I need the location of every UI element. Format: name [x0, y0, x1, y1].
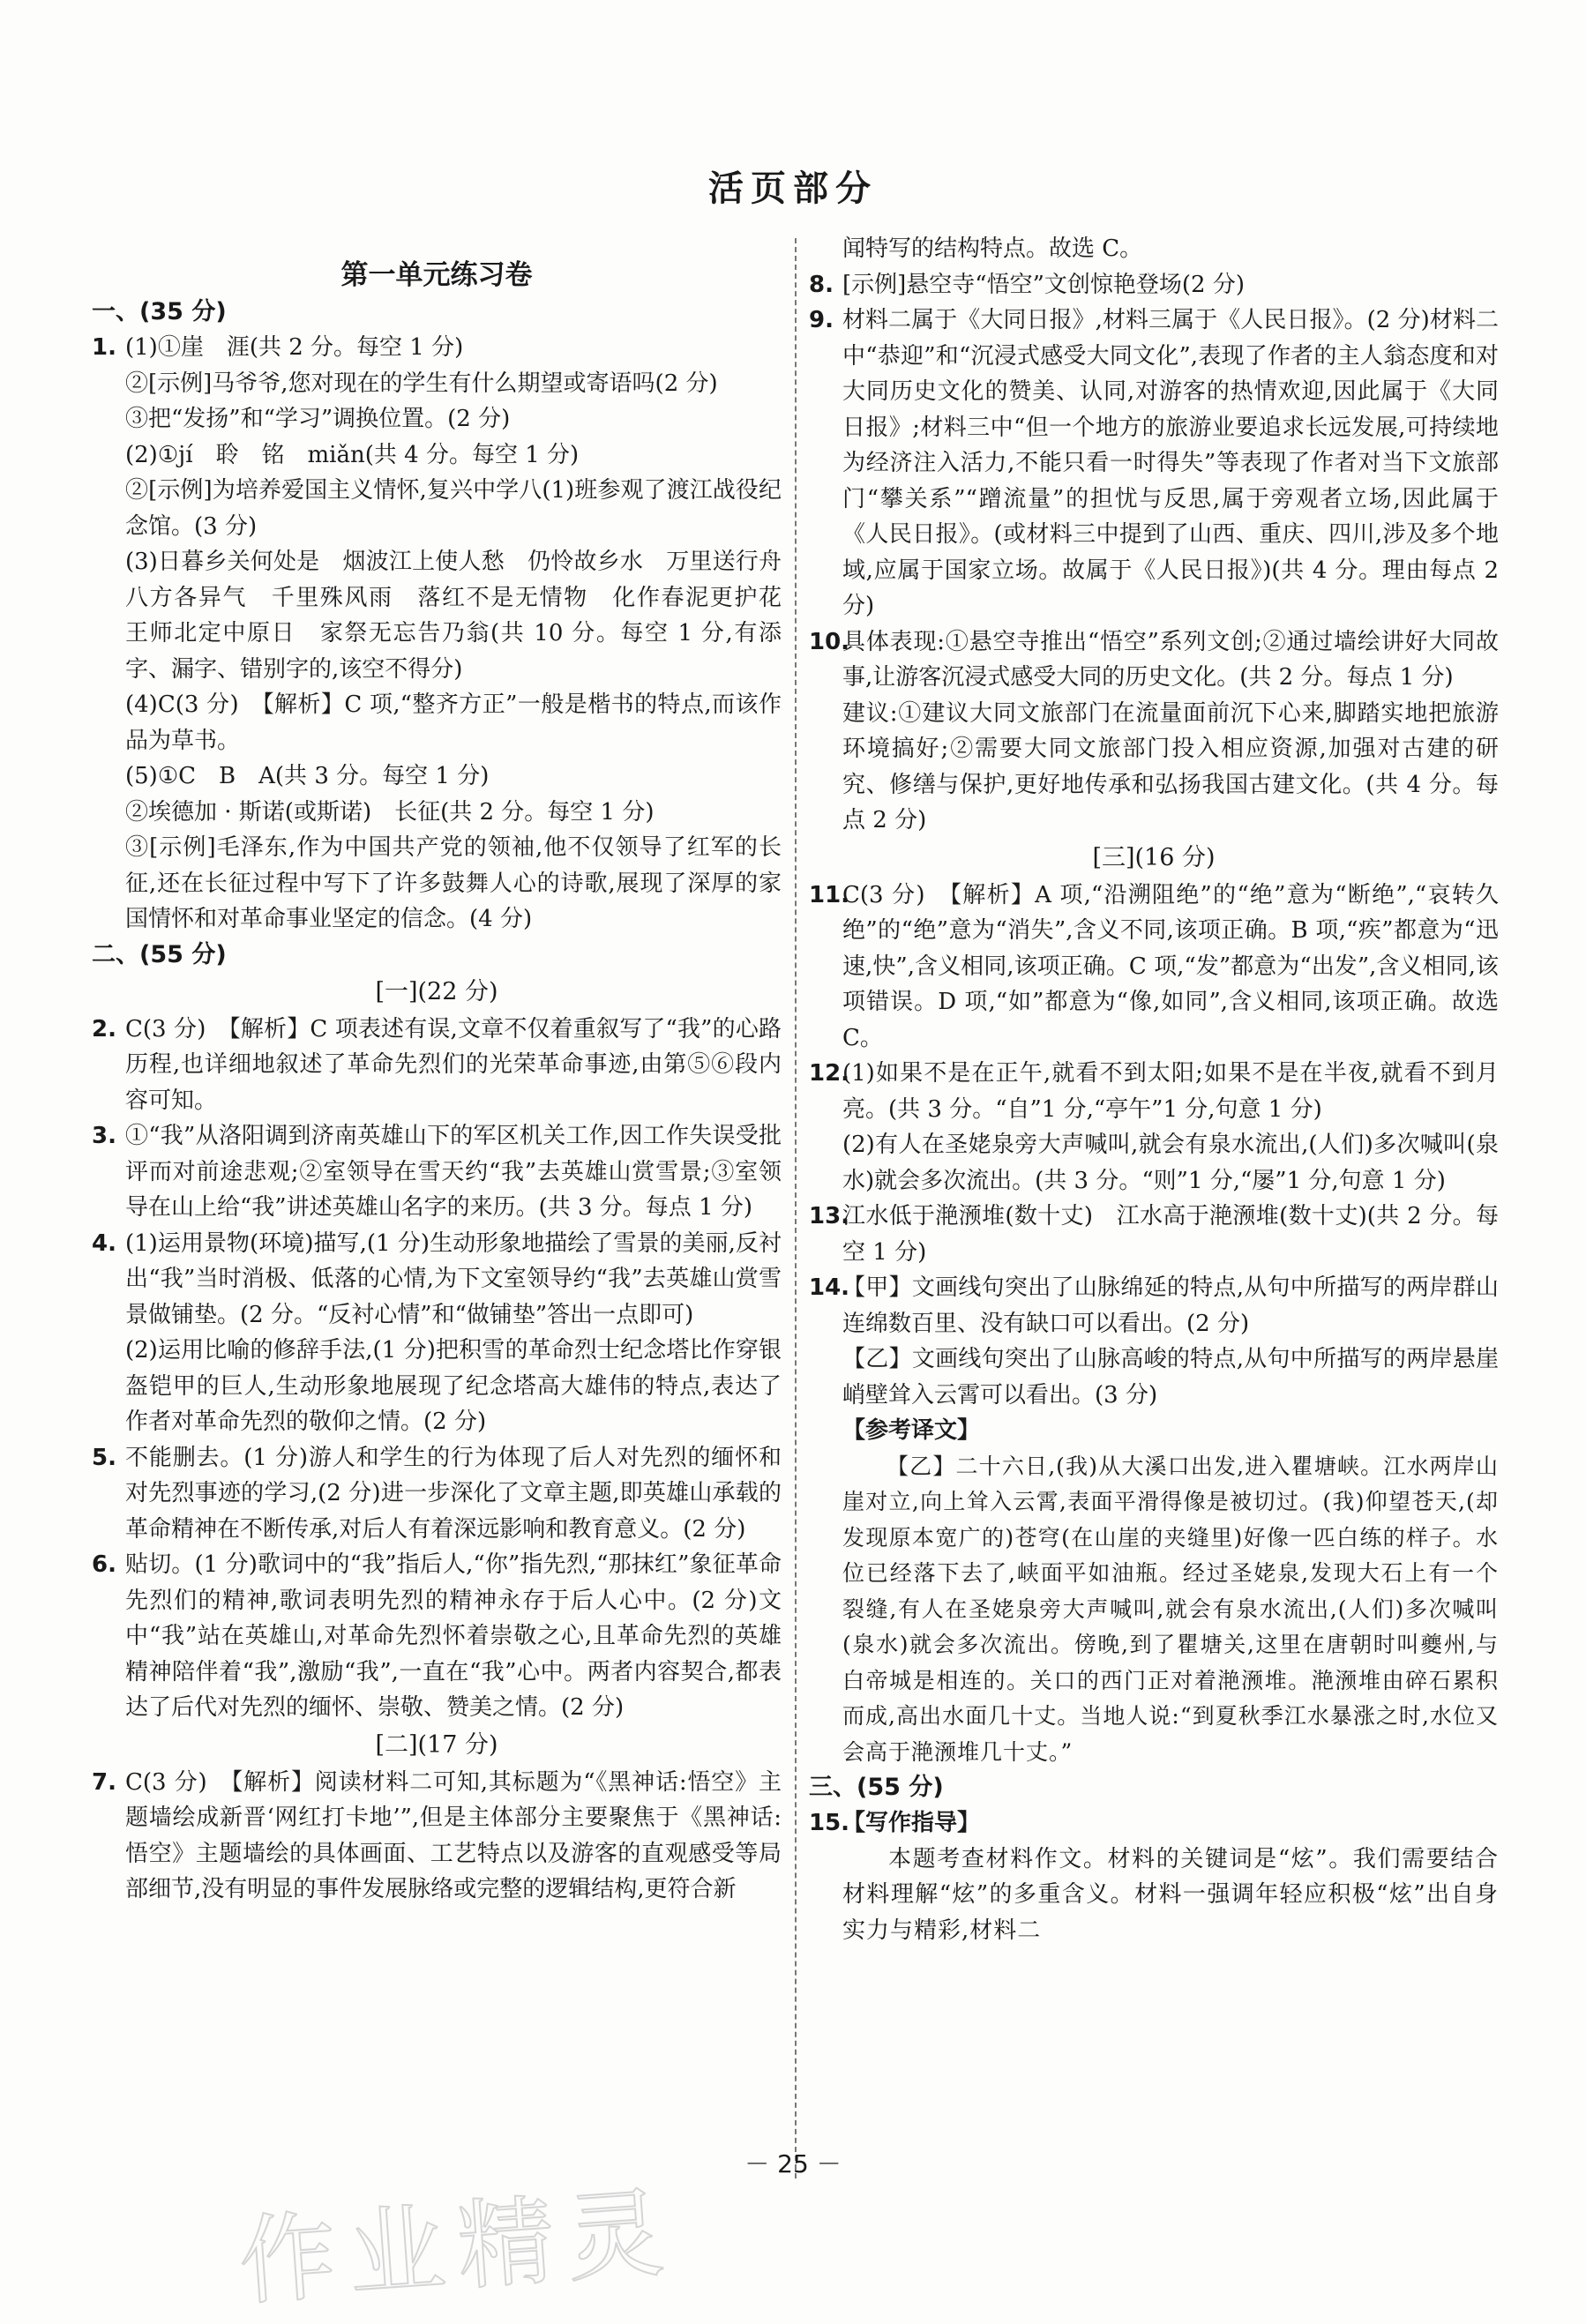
left-column — [92, 231, 805, 1908]
question-10 — [809, 624, 1499, 839]
subsection-3-title: [三](16 分) — [1092, 843, 1216, 871]
q6-text: 贴切。(1 分)歌词中的“我”指后人,“你”指先烈,“那抹红”象征革命先烈们的精神,歌词表明先烈的精神永存于后人心中。(2 分)文中“我”站在英雄山,对革命先烈怀着崇敬之心,且革命先烈的英雄精神陪伴着“我”,激励“我”,一直在“我”心中。两者内容契合,都表达了后代对先烈的缅怀、崇敬、赞美之情。(2 分) — [125, 1551, 782, 1721]
q8-text: [示例]悬空寺“悟空”文创惊艳登场(2 分) — [842, 271, 1245, 298]
q12-part-1: (1)如果不是在正午,就看不到太阳;如果不是在半夜,就看不到月亮。(共 3 分。“自”1 分,“亭午”1 分,句意 1 分) — [842, 1060, 1499, 1123]
question-number: 14. — [809, 1274, 850, 1301]
right-column — [809, 231, 1499, 1948]
q1-line-4: (2)①jí 聆 铭 miǎn(共 4 分。每空 1 分) — [125, 441, 580, 468]
q7-continuation: 闻特写的结构特点。故选 C。 — [842, 235, 1143, 262]
question-8 — [809, 267, 1499, 303]
q1-line-3: ③把“发扬”和“学习”调换位置。(2 分) — [125, 406, 511, 432]
question-1 — [92, 330, 805, 938]
q2-text: C(3 分) 【解析】C 项表述有误,文章不仅着重叙写了“我”的心路历程,也详细地叙述了革命先烈们的光荣革命事迹,由第⑤⑥段内容可知。 — [125, 1015, 782, 1114]
q11-text: C(3 分) 【解析】A 项,“沿溯阻绝”的“绝”意为“断绝”,“哀转久绝”的“绝”意为“消失”,含义不同,该项正确。B 项,“疾”都意为“迅速,快”,含义相同,该项正确。C 项,“发”都意为“出发”,含义相同,该项错误。D 项,“如”都意为“像,如同”,含义相同,该项正确。故选 C。 — [842, 881, 1499, 1051]
q1-line-10: ③[示例]毛泽东,作为中国共产党的领袖,他不仅领导了红军的长征,还在长征过程中写下了许多鼓舞人心的诗歌,展现了深厚的家国情怀和对革命事业坚定的信念。(4 分) — [125, 834, 782, 932]
question-number: 9. — [809, 307, 834, 333]
question-2 — [92, 1012, 782, 1119]
question-9 — [809, 303, 1499, 624]
question-number: 12. — [809, 1060, 850, 1087]
question-3 — [92, 1118, 782, 1226]
subsection-1-title: [一](22 分) — [375, 977, 498, 1005]
q1-line-2: ②[示例]马爷爷,您对现在的学生有什么期望或寄语吗(2 分) — [125, 370, 718, 397]
question-number: 6. — [92, 1551, 116, 1578]
page-number: － 25 － — [744, 2149, 842, 2178]
question-4 — [92, 1226, 782, 1440]
question-6 — [92, 1547, 782, 1726]
column-divider — [795, 238, 797, 2178]
q14-part-1: 【甲】文画线句突出了山脉绵延的特点,从句中所描写的两岸群山连绵数百里、没有缺口可以看出。(2 分) — [842, 1274, 1499, 1337]
question-number: 13. — [809, 1203, 850, 1229]
question-number: 2. — [92, 1015, 116, 1042]
question-number: 10. — [809, 628, 850, 655]
q10-part-2: 建议:①建议大同文旅部门在流量面前沉下心来,脚踏实地把旅游环境搞好;②需要大同文旅部门投入相应资源,加强对古建的研究、修缮与保护,更好地传承和弘扬我国古建文化。(共 4 分。每点 2 分) — [842, 699, 1499, 833]
page-title: 活页部分 — [708, 168, 878, 209]
question-number: 11. — [809, 881, 850, 908]
q10-part-1: 具体表现:①悬空寺推出“悟空”系列文创;②通过墙绘讲好大同故事,让游客沉浸式感受大同的历史文化。(共 2 分。每点 1 分) — [842, 628, 1499, 691]
q3-text: ①“我”从洛阳调到济南英雄山下的军区机关工作,因工作失误受批评而对前途悲观;②室领导在雪天约“我”去英雄山赏雪景;③室领导在山上给“我”讲述英雄山名字的来历。(共 3 分。每点 1 分) — [125, 1123, 782, 1221]
q13-text: 江水低于滟滪堆(数十丈) 江水高于滟滪堆(数十丈)(共 2 分。每空 1 分) — [842, 1203, 1499, 1266]
question-13 — [809, 1199, 1499, 1270]
q1-line-6: (3)日暮乡关何处是 烟波江上使人愁 仍怜故乡水 万里送行舟 八方各异气 千里殊风雨 落红不是无情物 化作春泥更护花 王师北定中原日 家祭无忘告乃翁(共 10 分。每空 1 分,有添字、漏字、错别字的,该空不得分) — [125, 549, 805, 683]
section-1-title: 一、(35 分) — [92, 298, 227, 325]
question-11 — [809, 878, 1499, 1057]
q1-line-5: ②[示例]为培养爱国主义情怀,复兴中学八(1)班参观了渡江战役纪念馆。(3 分) — [125, 477, 782, 540]
question-5 — [92, 1440, 782, 1548]
writing-guide-title: 【写作指导】 — [842, 1810, 981, 1836]
q14-part-2: 【乙】文画线句突出了山脉高峻的特点,从句中所描写的两岸悬崖峭壁耸入云霄可以看出。(3 分) — [842, 1346, 1499, 1409]
writing-guide-text: 本题考查材料作文。材料的关键词是“炫”。我们需要结合材料理解“炫”的多重含义。材料一强调年轻应积极“炫”出自身实力与精彩,材料二 — [842, 1845, 1499, 1944]
question-number: 5. — [92, 1444, 116, 1471]
section-3-title: 三、(55 分) — [809, 1774, 944, 1801]
q5-text: 不能删去。(1 分)游人和学生的行为体现了后人对先烈的缅怀和对先烈事迹的学习,(2 分)进一步深化了文章主题,即英雄山承载的革命精神在不断传承,对后人有着深远影响和教育意义。(2 分) — [125, 1444, 782, 1543]
q4-part-2: (2)运用比喻的修辞手法,(1 分)把积雪的革命烈士纪念塔比作穿银盔铠甲的巨人,生动形象地展现了纪念塔高大雄伟的特点,表达了作者对革命先烈的敬仰之情。(2 分) — [125, 1337, 782, 1435]
question-14 — [809, 1270, 1499, 1413]
q7-text: C(3 分) 【解析】阅读材料二可知,其标题为“《黑神话:悟空》主题墙绘成新晋‘网红打卡地’”,但是主体部分主要聚焦于《黑神话:悟空》主题墙绘的具体画面、工艺特点以及游客的直观感受等局部细节,没有明显的事件发展脉络或完整的逻辑结构,更符合新 — [125, 1768, 782, 1902]
section-2-title: 二、(55 分) — [92, 940, 227, 968]
question-number: 3. — [92, 1123, 116, 1149]
q1-line-9: ②埃德加 · 斯诺(或斯诺) 长征(共 2 分。每空 1 分) — [125, 798, 655, 826]
q1-line-1: (1)①崖 涯(共 2 分。每空 1 分) — [125, 334, 464, 361]
q12-part-2: (2)有人在圣姥泉旁大声喊叫,就会有泉水流出,(人们)多次喊叫(泉水)就会多次流出。(共 3 分。“则”1 分,“屡”1 分,句意 1 分) — [842, 1132, 1499, 1194]
question-number: 1. — [92, 334, 116, 361]
question-number: 4. — [92, 1229, 116, 1257]
unit-title: 第一单元练习卷 — [340, 259, 533, 291]
watermark: 作业精灵 — [235, 2175, 680, 2320]
question-number: 15. — [809, 1810, 850, 1836]
question-7 — [92, 1765, 782, 1908]
question-number: 8. — [809, 271, 834, 298]
subsection-2-title: [二](17 分) — [375, 1730, 498, 1759]
q4-part-1: (1)运用景物(环境)描写,(1 分)生动形象地描绘了雪景的美丽,反衬出“我”当时消极、低落的心情,为下文室领导约“我”去英雄山赏雪景做铺垫。(2 分。“反衬心情”和“做铺垫”答出一点即可) — [125, 1229, 782, 1328]
question-15 — [809, 1805, 1499, 1842]
reference-translation-title: 【参考译文】 — [842, 1417, 981, 1444]
q1-line-8: (5)①C B A(共 3 分。每空 1 分) — [125, 763, 490, 789]
question-12 — [809, 1056, 1499, 1199]
q1-line-7: (4)C(3 分) 【解析】C 项,“整齐方正”一般是楷书的特点,而该作品为草书。 — [125, 691, 782, 754]
q9-text: 材料二属于《大同日报》,材料三属于《人民日报》。(2 分)材料二中“恭迎”和“沉浸式感受大同文化”,表现了作者的主人翁态度和对大同历史文化的赞美、认同,对游客的热情欢迎,因此属于《大同日报》;材料三中“但一个地方的旅游业要追求长远发展,可持续地为经济注入活力,不能只看一时得失”等表现了作者对当下文旅部门“攀关系”“蹭流量”的担忧与反思,属于旁观者立场,因此属于《人民日报》。(或材料三中提到了山西、重庆、四川,涉及多个地域,应属于国家立场。故属于《人民日报》)(共 4 分。理由每点 2 分) — [842, 307, 1499, 619]
reference-translation: 【乙】二十六日,(我)从大溪口出发,进入瞿塘峡。江水两岸山崖对立,向上耸入云霄,表面平滑得像是被切过。(我)仰望苍天,(却发现原本宽广的)苍穹(在山崖的夹缝里)好像一匹白练的样子。水位已经落下去了,峡面平如油瓶。经过圣姥泉,发现大石上有一个裂缝,有人在圣姥泉旁大声喊叫,就会有泉水流出,(人们)多次喊叫(泉水)就会多次流出。傍晚,到了瞿塘关,这里在唐朝时叫夔州,与白帝城是相连的。关口的西门正对着滟滪堆。滟滪堆由碎石累积而成,高出水面几十丈。当地人说:“到夏秋季江水暴涨之时,水位又会高于滟滪堆几十丈。” — [842, 1453, 1499, 1765]
question-number: 7. — [92, 1768, 116, 1796]
